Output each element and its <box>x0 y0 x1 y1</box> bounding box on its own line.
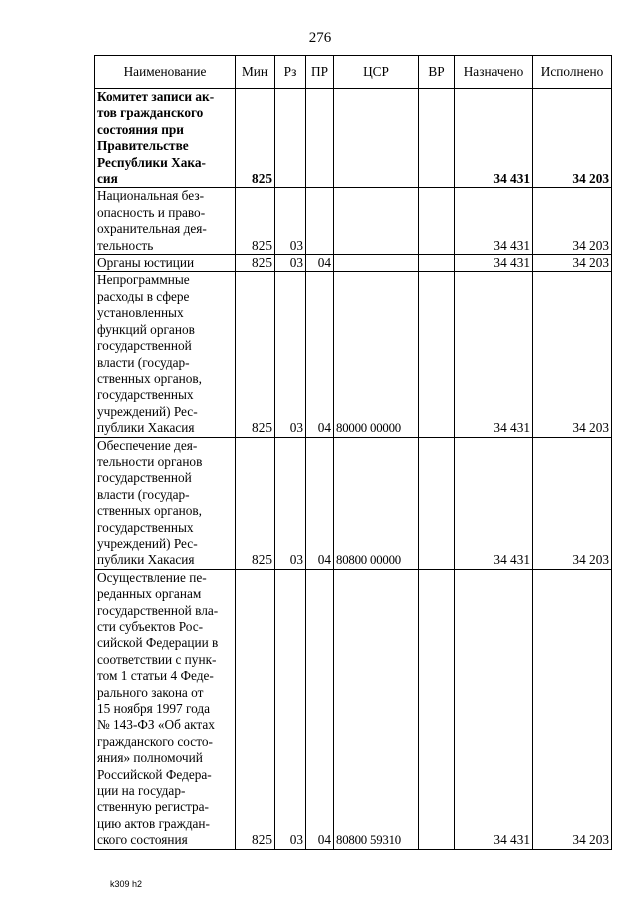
header-pr: ПР <box>306 56 334 89</box>
name-line: публики Хакасия <box>97 552 195 568</box>
name-line: реданных органам <box>97 586 202 602</box>
table-cell-pr: 04 <box>306 255 334 272</box>
table-cell-rz <box>275 89 306 188</box>
name-line: 15 ноября 1997 года <box>97 701 211 717</box>
name-line: ственных органов, <box>97 503 202 519</box>
name-line: Республики Хака- <box>97 154 206 170</box>
header-vr: ВР <box>419 56 455 89</box>
name-line: Российской Федера- <box>97 766 212 782</box>
table-cell-assigned: 34 431 <box>455 569 533 849</box>
name-line: тельность <box>97 237 154 253</box>
name-line: ственную регистра- <box>97 799 209 815</box>
table-cell-rz: 03 <box>275 437 306 569</box>
table-cell-rz: 03 <box>275 188 306 255</box>
table-cell-csr: 80800 59310 <box>334 569 419 849</box>
table-cell-min: 825 <box>236 437 275 569</box>
table-cell-vr <box>419 569 455 849</box>
name-line: рального закона от <box>97 684 204 700</box>
budget-table <box>94 55 612 850</box>
name-line: государственных <box>97 387 194 403</box>
header-min: Мин <box>236 56 275 89</box>
table-cell-vr <box>419 272 455 437</box>
table-cell-csr: 80000 00000 <box>334 272 419 437</box>
table-cell-assigned: 34 431 <box>455 437 533 569</box>
header-name: Наименование <box>95 56 236 89</box>
name-line: сия <box>97 171 118 187</box>
table-cell-assigned: 34 431 <box>455 272 533 437</box>
name-line: Осуществление пе- <box>97 569 207 585</box>
name-line: ственных органов, <box>97 370 202 386</box>
table-cell-assigned: 34 431 <box>455 89 533 188</box>
name-line: состояния при <box>97 121 184 137</box>
table-cell-assigned: 34 431 <box>455 255 533 272</box>
name-line: гражданского состо- <box>97 733 213 749</box>
name-line: государственной <box>97 470 192 486</box>
name-line: охранительная дея- <box>97 221 207 237</box>
name-line: Органы юстиции <box>97 255 195 271</box>
header-csr: ЦСР <box>334 56 419 89</box>
name-line: цию актов граждан- <box>97 815 210 831</box>
table-cell-name <box>95 437 236 569</box>
table-cell-csr <box>334 255 419 272</box>
name-line: государственной вла- <box>97 602 219 618</box>
table-cell-min: 825 <box>236 188 275 255</box>
table-cell-executed: 34 203 <box>533 188 612 255</box>
table-row <box>95 437 612 569</box>
table-cell-executed: 34 203 <box>533 569 612 849</box>
name-line: Правительстве <box>97 138 189 154</box>
table-cell-name <box>95 89 236 188</box>
table-row <box>95 255 612 272</box>
name-line: ского состояния <box>97 832 188 848</box>
name-line: опасность и право- <box>97 204 206 220</box>
name-line: государственной <box>97 338 192 354</box>
table-cell-pr <box>306 89 334 188</box>
header-rz: Рз <box>275 56 306 89</box>
name-line: тов гражданского <box>97 105 204 121</box>
table-cell-executed: 34 203 <box>533 437 612 569</box>
table-cell-rz: 03 <box>275 569 306 849</box>
name-line: яния» полномочий <box>97 750 203 766</box>
table-row <box>95 569 612 849</box>
name-line: № 143-ФЗ «Об актах <box>97 717 215 733</box>
table-cell-assigned: 34 431 <box>455 188 533 255</box>
table-row <box>95 188 612 255</box>
header-executed: Исполнено <box>533 56 612 89</box>
name-line: власти (государ- <box>97 354 190 370</box>
name-line: ции на государ- <box>97 783 186 799</box>
table-cell-rz: 03 <box>275 255 306 272</box>
table-cell-name <box>95 255 236 272</box>
table-cell-executed: 34 203 <box>533 89 612 188</box>
name-line: тельности органов <box>97 453 203 469</box>
name-line: соответствии с пунк- <box>97 651 217 667</box>
name-line: власти (государ- <box>97 486 190 502</box>
name-line: учреждений) Рес- <box>97 535 198 551</box>
table-cell-csr <box>334 89 419 188</box>
name-line: установленных <box>97 305 184 321</box>
table-row <box>95 272 612 437</box>
table-cell-min: 825 <box>236 272 275 437</box>
table-cell-min: 825 <box>236 89 275 188</box>
name-line: Национальная без- <box>97 188 205 204</box>
name-line: функций органов <box>97 321 195 337</box>
name-line: Комитет записи ак- <box>97 89 215 104</box>
table-cell-csr: 80800 00000 <box>334 437 419 569</box>
page-number: 276 <box>308 30 332 46</box>
name-line: Обеспечение дея- <box>97 437 198 453</box>
table-cell-name <box>95 188 236 255</box>
table-cell-pr <box>306 188 334 255</box>
table-cell-vr <box>419 188 455 255</box>
table-cell-executed: 34 203 <box>533 272 612 437</box>
name-line: учреждений) Рес- <box>97 403 198 419</box>
table-cell-name <box>95 272 236 437</box>
footer-code: k309 h2 <box>110 879 143 889</box>
name-line: том 1 статьи 4 Феде- <box>97 668 214 684</box>
table-cell-pr: 04 <box>306 437 334 569</box>
table-cell-min: 825 <box>236 255 275 272</box>
name-line: сийской Федерации в <box>97 635 219 651</box>
table-cell-csr <box>334 188 419 255</box>
name-line: сти субъектов Рос- <box>97 619 204 634</box>
header-assigned: Назначено <box>455 56 533 89</box>
name-line: государственных <box>97 519 194 535</box>
table-cell-rz: 03 <box>275 272 306 437</box>
table-cell-pr: 04 <box>306 569 334 849</box>
table-cell-executed: 34 203 <box>533 255 612 272</box>
table-cell-name <box>95 569 236 849</box>
name-line: расходы в сфере <box>97 288 190 304</box>
name-line: Непрограммные <box>97 272 190 288</box>
table-row <box>95 89 612 188</box>
table-header-row <box>95 56 612 89</box>
table-cell-min: 825 <box>236 569 275 849</box>
table-cell-vr <box>419 89 455 188</box>
name-line: публики Хакасия <box>97 420 195 436</box>
table-cell-vr <box>419 437 455 569</box>
table-cell-vr <box>419 255 455 272</box>
table-cell-pr: 04 <box>306 272 334 437</box>
